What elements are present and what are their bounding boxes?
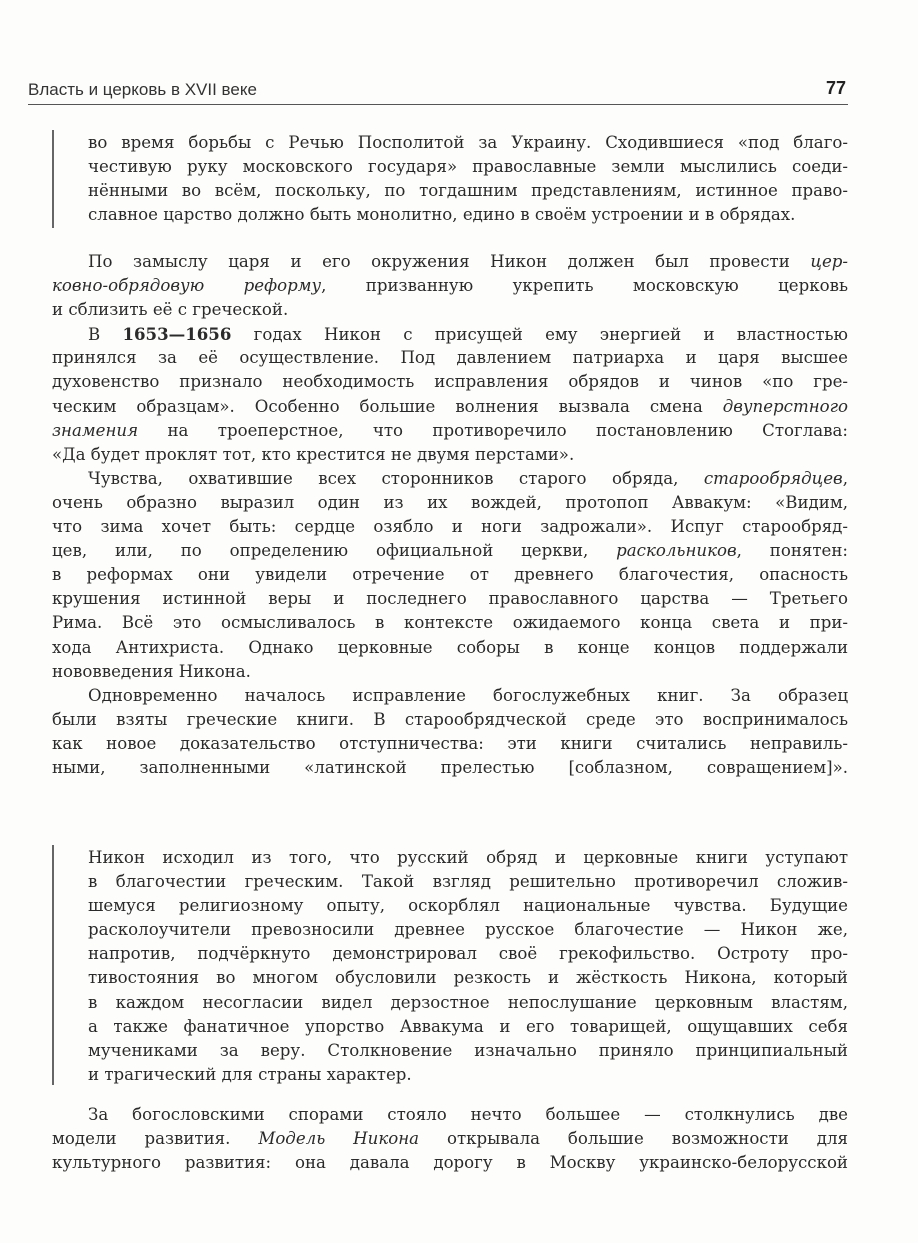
quote-block (88, 131, 848, 227)
text-line (52, 298, 848, 322)
text-line (52, 1103, 848, 1127)
text-line (52, 732, 848, 756)
text-segment: крушения истинной веры и последнего православного царства — Третьего (52, 589, 848, 609)
italic-term: ковно-обрядовую реформу (52, 276, 322, 296)
text-line (88, 155, 848, 179)
text-segment: расколоучители превозносили древнее русское благочестие — Никон же, (88, 920, 848, 940)
text-line (88, 179, 848, 203)
italic-term: раскольников (616, 541, 737, 561)
text-line (88, 1015, 848, 1039)
text-segment: , призванную укрепить московскую церковь (321, 276, 848, 296)
text-segment: в благочестии греческим. Такой взгляд решительно противоречил сложив- (88, 872, 848, 892)
text-segment: «Да будет проклят тот, кто крестится не двумя перстами». (52, 444, 575, 464)
text-segment: Одновременно началось исправление богослужебных книг. За образец (88, 685, 848, 705)
text-segment: Рима. Всё это осмысливалось в контексте ожидаемого конца света и при- (52, 613, 848, 633)
text-line (88, 870, 848, 894)
text-line (88, 1063, 848, 1087)
text-segment: модели развития. (52, 1129, 259, 1149)
text-segment: годах Никон с присущей ему энергией и властностью (231, 325, 848, 345)
text-segment: тивостояния во многом обусловили резкость и жёсткость Никона, который (88, 968, 848, 988)
text-line (52, 443, 848, 467)
text-segment: в каждом несогласии видел дерзостное непослушание церковным властям, (88, 992, 848, 1012)
text-segment: цев, или, по определению официальной церкви, (52, 541, 617, 561)
page-number: 77 (825, 78, 846, 98)
italic-term: двуперстного (722, 396, 848, 416)
text-line (52, 684, 848, 708)
running-header (28, 78, 848, 105)
text-line (88, 918, 848, 942)
text-segment: в реформах они увидели отречение от древнего благочестия, опасность (52, 565, 848, 585)
quote-bar (52, 845, 54, 1085)
text-segment: как новое доказательство отступничества: эти книги считались неправиль- (52, 733, 848, 753)
text-line (52, 756, 848, 780)
text-segment: очень образно выразил один из их вождей, протопоп Аввакум: «Видим, (52, 492, 848, 512)
text-line (52, 370, 848, 394)
text-segment: Никон исходил из того, что русский обряд и церковные книги уступают (88, 848, 848, 867)
text-line (52, 346, 848, 370)
text-line (52, 322, 848, 346)
text-segment: ческим образцам». Особенно большие волнения вызвала смена (52, 396, 723, 416)
text-line (52, 563, 848, 587)
text-line (88, 1039, 848, 1063)
text-segment: нёнными во всём, поскольку, по тогдашним представлениям, истинное право- (88, 181, 848, 201)
italic-term: Модель Никона (258, 1129, 420, 1149)
text-line (52, 636, 848, 660)
main-text (52, 1103, 848, 1175)
text-segment: были взяты греческие книги. В старообрядческой среде это воспринималось (52, 709, 848, 729)
text-line (52, 1151, 848, 1175)
text-segment: честивую руку московского государя» православные земли мыслились соеди- (88, 157, 848, 177)
italic-term: знамения (52, 420, 139, 440)
text-segment: нововведения Никона. (52, 661, 251, 681)
quote-bar (52, 130, 54, 228)
text-line (88, 131, 848, 155)
text-segment: что зима хочет быть: сердце озябло и ноги задрожали». Испуг старообряд- (52, 517, 848, 537)
text-line (52, 1127, 848, 1151)
main-text (52, 250, 848, 780)
text-segment: на троеперстное, что противоречило постановлению Стоглава: (138, 420, 848, 440)
text-segment: мучениками за веру. Столкновение изначально приняло принципиальный (88, 1040, 848, 1060)
text-line (52, 491, 848, 515)
text-segment: , понятен: (736, 541, 848, 561)
text-line (52, 611, 848, 635)
text-line (52, 660, 848, 684)
text-line (52, 250, 848, 274)
text-segment: и трагический для страны характер. (88, 1064, 412, 1084)
text-line (52, 587, 848, 611)
text-segment: культурного развития: она давала дорогу в Москву украинско-белорусской (52, 1153, 848, 1173)
text-segment: и сблизить её с греческой. (52, 300, 289, 320)
quote-block (88, 846, 848, 1087)
text-segment: В (88, 325, 123, 345)
bold-date: 1653—1656 (122, 324, 232, 345)
italic-term: цер- (810, 252, 848, 271)
text-line (52, 419, 848, 443)
text-line (52, 539, 848, 563)
text-segment: славное царство должно быть монолитно, едино в своём устроении и в обрядах. (88, 205, 796, 225)
text-line (52, 708, 848, 732)
text-segment: хода Антихриста. Однако церковные соборы в конце концов поддержали (52, 637, 848, 657)
text-segment: , (842, 468, 848, 488)
text-segment: а также фанатичное упорство Аввакума и его товарищей, ощущавших себя (88, 1016, 848, 1036)
text-segment: принялся за её осуществление. Под давлением патриарха и царя высшее (52, 348, 848, 368)
text-segment: духовенство признало необходимость исправления обрядов и чинов «по гре- (52, 372, 848, 392)
text-line (88, 942, 848, 966)
text-line (88, 203, 848, 227)
italic-term: старообрядцев (703, 468, 843, 488)
text-segment: во время борьбы с Речью Посполитой за Украину. Сходившиеся «под благо- (88, 133, 848, 152)
text-line (52, 515, 848, 539)
text-segment: ными, заполненными «латинской прелестью [соблазном, совращением]». (52, 757, 848, 777)
text-segment: шемуся религиозному опыту, оскорблял национальные чувства. Будущие (88, 896, 848, 916)
text-line (52, 395, 848, 419)
text-line (88, 966, 848, 990)
text-line (88, 846, 848, 870)
text-segment: Чувства, охватившие всех сторонников старого обряда, (88, 468, 704, 488)
text-segment: За богословскими спорами стояло нечто большее — столкнулись две (88, 1105, 848, 1124)
text-segment: открывала большие возможности для (419, 1129, 848, 1149)
text-segment: напротив, подчёркнуто демонстрировал своё грекофильство. Остроту про- (88, 944, 848, 964)
chapter-title: Власть и церковь в XVII веке (28, 80, 257, 99)
text-segment: По замыслу царя и его окружения Никон должен был провести (88, 252, 811, 271)
text-line (52, 274, 848, 298)
text-line (88, 991, 848, 1015)
text-line (88, 894, 848, 918)
text-line (52, 467, 848, 491)
